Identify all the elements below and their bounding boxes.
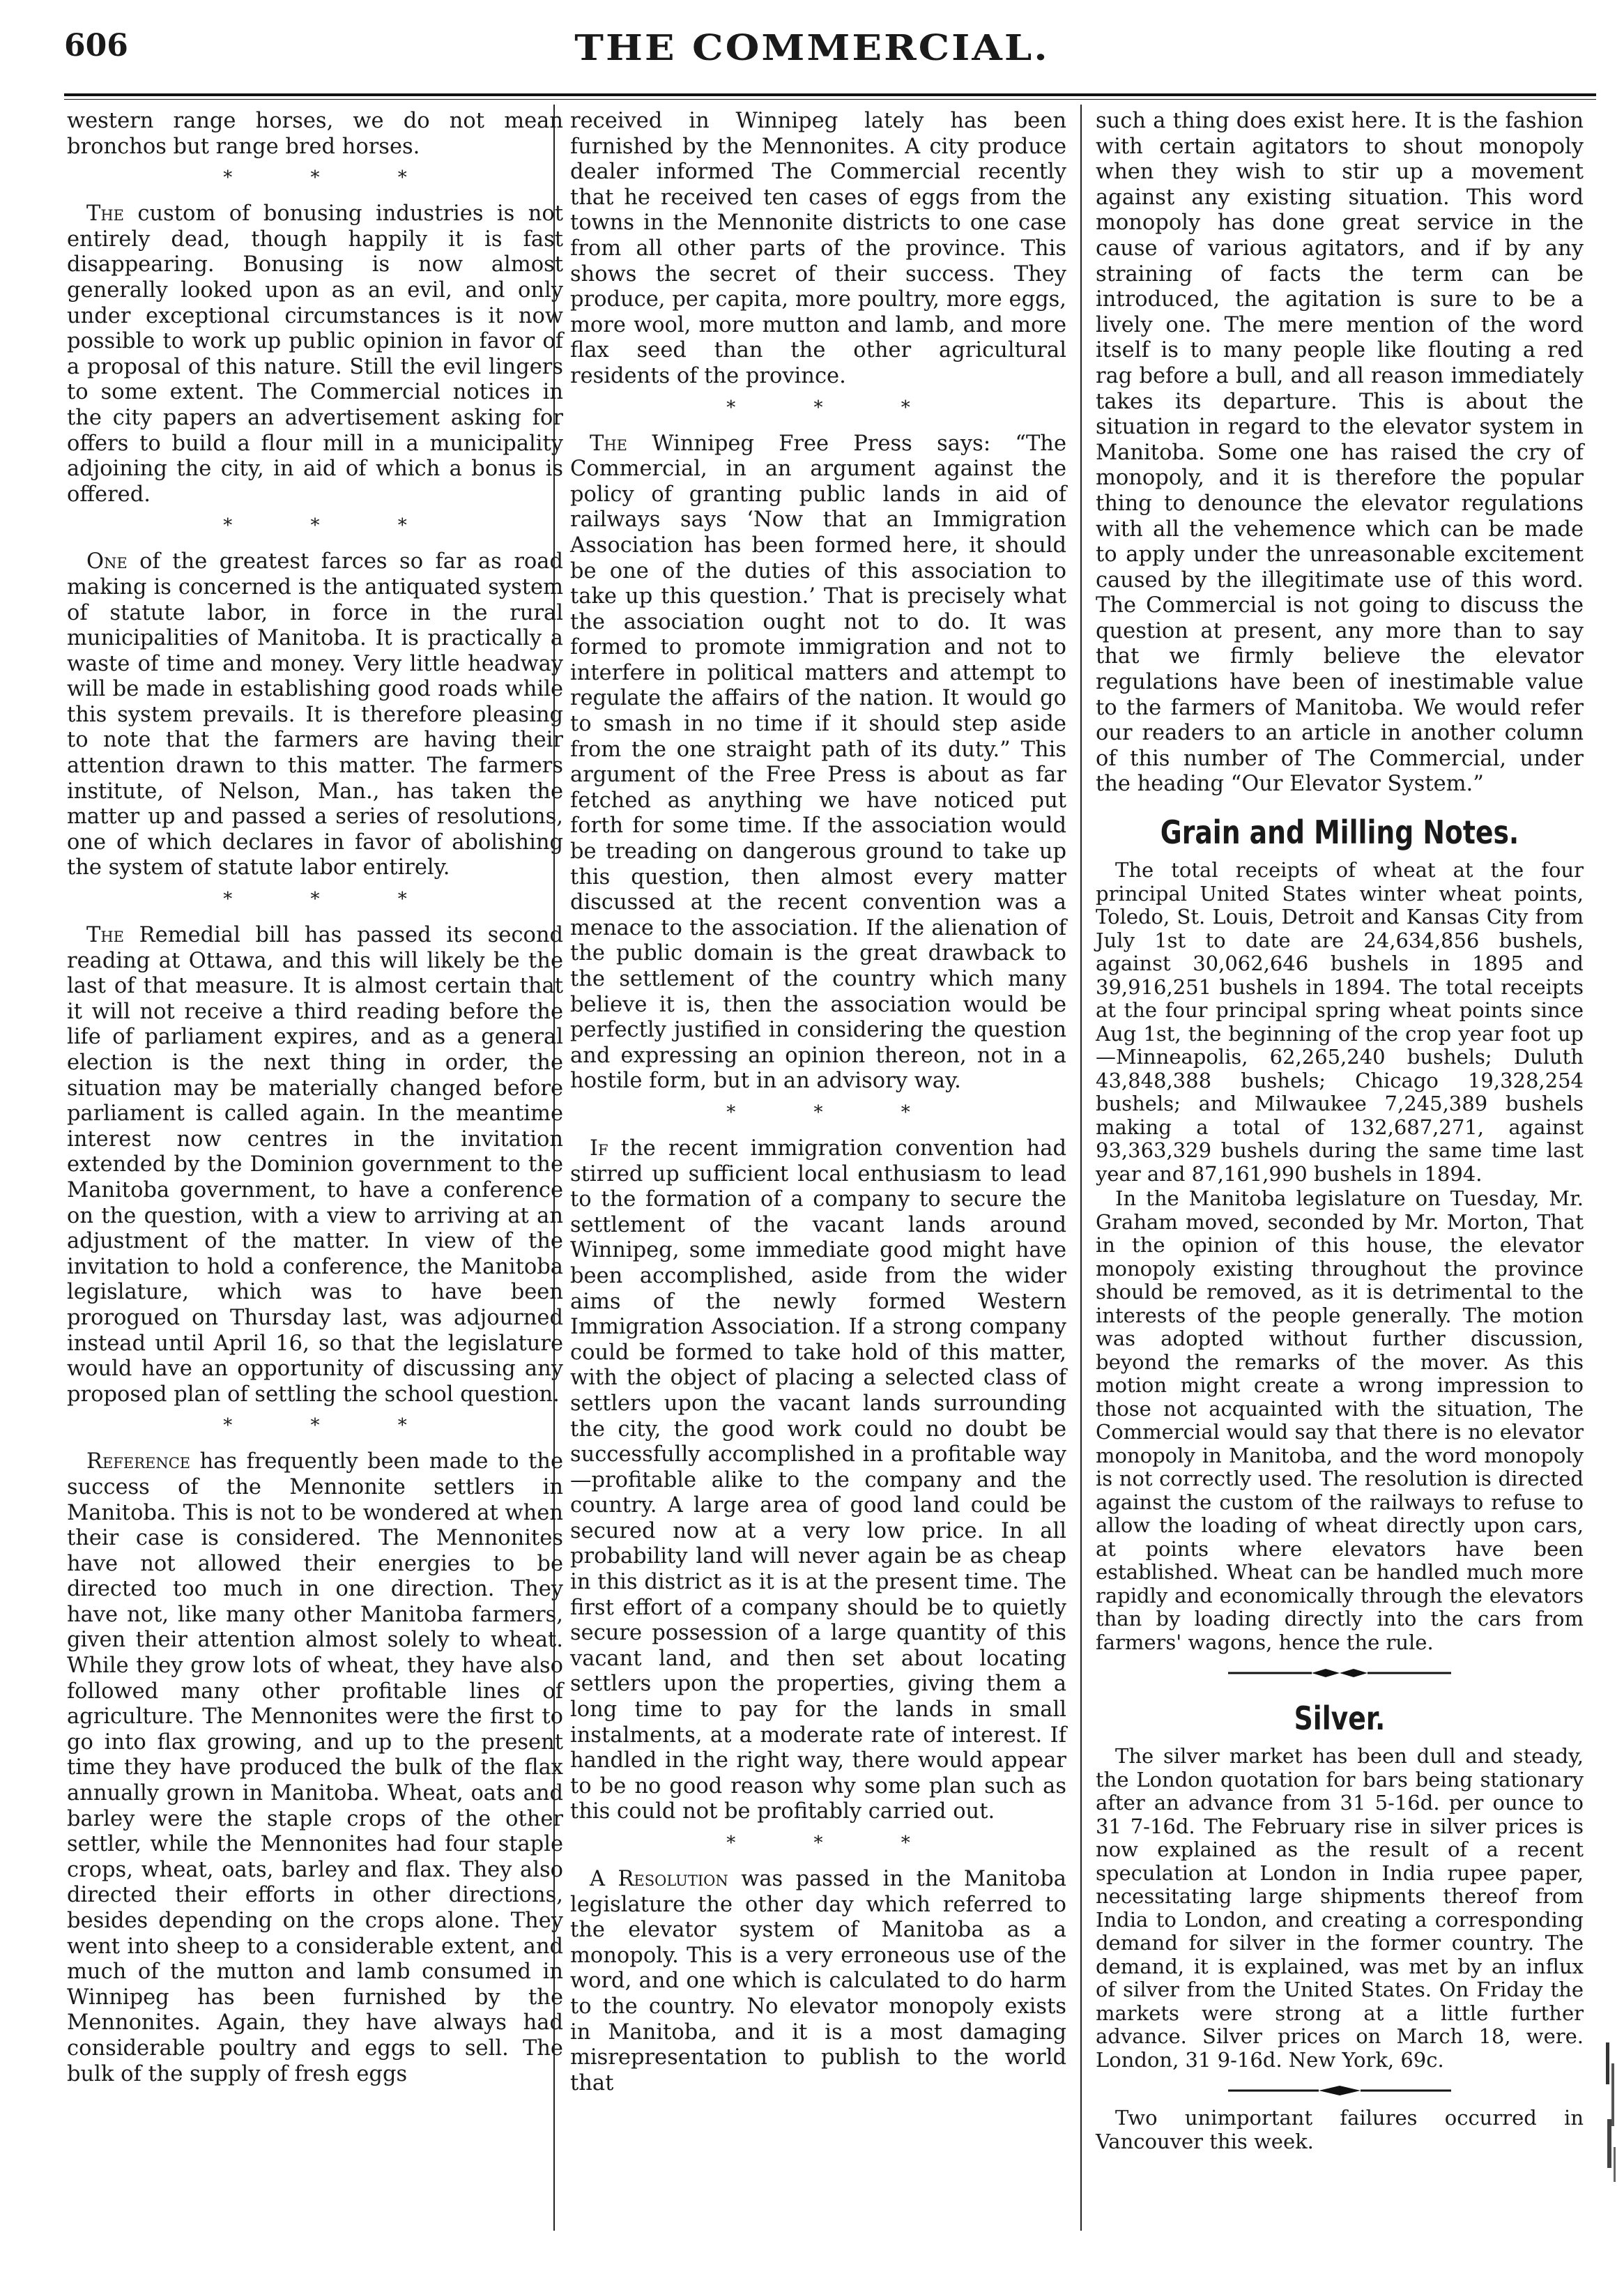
- article-paragraph: [67, 923, 563, 1407]
- lead-word: The: [86, 923, 124, 948]
- lead-word: The: [590, 431, 627, 456]
- article-paragraph: [570, 1867, 1066, 2096]
- paragraph-text: of the greatest farces so far as road making is concerned is the antiquated system of statute labor, in force in the rural municipalities of Manitoba. It is practically a waste of time and money. Very little headway will be made in establishing good roads while this system prevails. It is therefore pleasing to note that the farmers are having their attention drawn to this matter. The farmers institute, of Nelson, Man., has taken the matter up and passed a series of resolutions, one of which declares in favor of abolishing the system of statute labor entirely.: [67, 549, 563, 880]
- article-paragraph: western range horses, we do not mean bronchos but range bred horses.: [67, 109, 563, 159]
- column-2: [570, 109, 1066, 2096]
- masthead-title: THE COMMERCIAL.: [574, 27, 1050, 69]
- section-divider-ornament-icon: [1096, 1663, 1584, 1683]
- scan-edge-marks: [1603, 2036, 1620, 2196]
- article-paragraph: [570, 1136, 1066, 1825]
- lead-word: A Resolution: [590, 1867, 728, 1891]
- article-paragraph: [67, 549, 563, 881]
- star-separator: * * *: [726, 1101, 947, 1123]
- article-paragraph: [67, 1449, 563, 2087]
- star-separator: * * *: [223, 889, 443, 910]
- article-paragraph: such a thing does exist here. It is the fashion with certain agitators to shout monopoly when they wish to stir up a movement against any existing situation. This word monopoly has done great service in the cause of various agitators, and if by any straining of facts the term can be introduced, the agitation is sure to be a lively one. The mere mention of the word itself is to many people like flouting a red rag before a bull, and all reason immediately takes its departure. This is about the situation in regard to the elevator system in Manitoba. Some one has raised the cry of monopoly, and it is therefore the popular thing to denounce the elevator regulations with all the vehemence which can be made to apply under the unreasonable excitement caused by the illegitimate use of this word. The Commercial is not going to discuss the question at present, any more than to say that we firmly believe the elevator regulations have been of inestimable value to the farmers of Manitoba. We would refer our readers to an article in another column of this number of The Commercial, under the heading “Our Elevator System.”: [1096, 109, 1584, 797]
- column-3: [1096, 109, 1584, 2153]
- article-paragraph: [67, 201, 563, 507]
- paragraph-text: has frequently been made to the success of the Mennonite settlers in Manitoba. This is not to be wondered at when their case is considered. The Mennonites have not allowed their energies to be directed too much in one direction. They have not, like many other Manitoba farmers, given their attention almost solely to wheat. While they grow lots of wheat, they have also followed many other profitable lines of agriculture. The Mennonites were the first to go into flax growing, and up to the present time they have produced the bulk of the flax annually grown in Manitoba. Wheat, oats and barley were the staple crops of the other settler, while the Mennonites had four staple crops, wheat, oats, barley and flax. They also directed their efforts in other directions, besides depending on the crops alone. They went into sheep to a considerable extent, and much of the mutton and lamb consumed in Winnipeg has been furnished by the Mennonites. Again, they have always had considerable poultry and eggs to sell. The bulk of the supply of fresh eggs: [67, 1449, 563, 2086]
- star-separator: * * *: [223, 515, 443, 537]
- paragraph-text: was passed in the Manitoba legislature the other day which referred to the elevator system of Manitoba as a monopoly. This is a very erroneous use of the word, and one which is calculated to do harm to the country. No elevator monopoly exists in Manitoba, and it is a most damaging misrepresentation to publish to the world that: [570, 1867, 1066, 2095]
- section-heading-silver: Silver.: [1294, 1700, 1386, 1738]
- page-number: 606: [64, 28, 128, 63]
- column-divider: [1080, 105, 1082, 2231]
- article-paragraph: received in Winnipeg lately has been furnished by the Mennonites. A city produce dealer informed The Commercial recently that he received ten cases of eggs from the towns in the Mennonite districts to one case from all other parts of the province. This shows the secret of their success. They produce, per capita, more poultry, more eggs, more wool, more mutton and lamb, and more flax seed than the other agricultural residents of the province.: [570, 109, 1066, 388]
- lead-word: One: [86, 549, 128, 574]
- news-item: The silver market has been dull and steady, the London quotation for bars being stationary after an advance from 31 5-16d. per ounce to 31 7-16d. The February rise in silver prices is now explained as the result of a recent speculation at London in India rupee paper, necessitating large shipments thereof from India to London, and creating a corresponding demand for silver in the former country. The demand, it is explained, was met by an influx of silver from the United States. On Friday the markets were strong at a little further advance. Silver prices on March 18, were. London, 31 9-16d. New York, 69c.: [1096, 1744, 1584, 2072]
- paragraph-text: Remedial bill has passed its second reading at Ottawa, and this will likely be the last of that measure. It is almost certain that it will not receive a third reading before the life of parliament expires, and as a general election is the next thing in order, the situation may be materially changed before parliament is called again. In the meantime interest now centres in the invitation extended by the Dominion government to the Manitoba government, to have a conference on the question, with a view to arriving at an adjustment of the matter. In view of the invitation to hold a conference, the Manitoba legislature, which was to have been prorogued on Thursday last, was adjourned instead until April 16, so that the legislature would have an opportunity of discussing any proposed plan of settling the school question.: [67, 923, 563, 1407]
- news-item: The total receipts of wheat at the four principal United States winter wheat points, Toledo, St. Louis, Detroit and Kansas City from July 1st to date are 24,634,856 bushels, against 30,062,646 bushels in 1895 and 39,916,251 bushels in 1894. The total receipts at the four principal spring wheat points since Aug 1st, the beginning of the crop year foot up—Minneapolis, 62,265,240 bushels; Duluth 43,848,388 bushels; Chicago 19,328,254 bushels; and Milwaukee 7,245,389 bushels making a total of 132,687,271, against 93,363,329 bushels during the same time last year and 87,161,990 bushels in 1894.: [1096, 858, 1584, 1186]
- news-item: In the Manitoba legislature on Tuesday, Mr. Graham moved, seconded by Mr. Morton, That in the opinion of this house, the elevator monopoly existing throughout the province should be removed, as it is detrimental to the interests of the people generally. The motion was adopted without further discussion, beyond the remarks of the mover. As this motion might create a wrong impression to those not acquainted with the situation, The Commercial would say that there is no elevator monopoly in Manitoba, and the word monopoly is not correctly used. The resolution is directed against the custom of the railways to refuse to allow the loading of wheat directly upon cars, at points where elevators have been established. Wheat can be handled much more rapidly and economically through the elevators than by loading directly into the cars from farmers' wagons, hence the rule.: [1096, 1186, 1584, 1654]
- lead-word: If: [590, 1136, 608, 1161]
- star-separator: * * *: [223, 167, 443, 189]
- star-separator: * * *: [726, 397, 947, 418]
- news-item: Two unimportant failures occurred in Vancouver this week.: [1096, 2106, 1584, 2153]
- section-divider-ornament-icon: [1096, 2080, 1584, 2101]
- paragraph-text: the recent immigration convention had stirred up sufficient local enthusiasm to lead to the formation of a company to secure the settlement of the vacant lands around Winnipeg, some immediate good might have been accomplished, aside from the wider aims of the newly formed Western Immigration Association. If a strong company could be formed to take hold of this matter, with the object of placing a selected class of settlers upon the vacant lands surrounding the city, the good work could no doubt be successfully accomplished in a profitable way—profitable alike to the company and the country. A large area of good land could be secured now at a very low price. In all probability land will never again be as cheap in this district as it is at the present time. The first effort of a company should be to quietly secure possession of a large quantity of this vacant land, and then set about locating settlers upon the properties, giving them a long time to pay for the lands in small instalments, at a moderate rate of interest. If handled in the right way, there would appear to be no good reason why some plan such as this could not be profitably carried out.: [570, 1136, 1066, 1824]
- paragraph-text: Winnipeg Free Press says: “The Commercial, in an argument against the policy of granting public lands in aid of railways says ‘Now that an Immigration Association has been formed here, it should be one of the duties of this association to take up this question.’ That is precisely what the association ought not to do. It was formed to promote immigration and not to interfere in political matters and attempt to regulate the affairs of the nation. It would go to smash in no time if it should step aside from the one straight path of its duty.” This argument of the Free Press is about as far fetched as anything we have noticed put forth for some time. If the association would be treading on dangerous ground to take up this question, then almost every matter discussed at the recent convention was a menace to the association. If the alienation of the public domain is the great drawback to the settlement of the country which many believe it is, then the association would be perfectly justified in considering the question and expressing an opinion thereon, not in a hostile form, but in an advisory way.: [570, 431, 1066, 1094]
- lead-word: The: [86, 201, 124, 227]
- star-separator: * * *: [726, 1833, 947, 1854]
- header-rule: [64, 93, 1596, 100]
- star-separator: * * *: [223, 1415, 443, 1437]
- lead-word: Reference: [86, 1449, 191, 1474]
- paragraph-text: custom of bonusing industries is not entirely dead, though happily it is fast disappearing. Bonusing is now almost generally looked upon as an evil, and only under exceptional circumstances is it now possible to work up public opinion in favor of a proposal of this nature. Still the evil lingers to some extent. The Commercial notices in the city papers an advertisement asking for offers to build a flour mill in a municipality adjoining the city, in aid of which a bonus is offered.: [67, 201, 563, 507]
- section-heading-grain-milling: Grain and Milling Notes.: [1160, 814, 1519, 852]
- column-1: [67, 109, 563, 2087]
- article-paragraph: [570, 431, 1066, 1094]
